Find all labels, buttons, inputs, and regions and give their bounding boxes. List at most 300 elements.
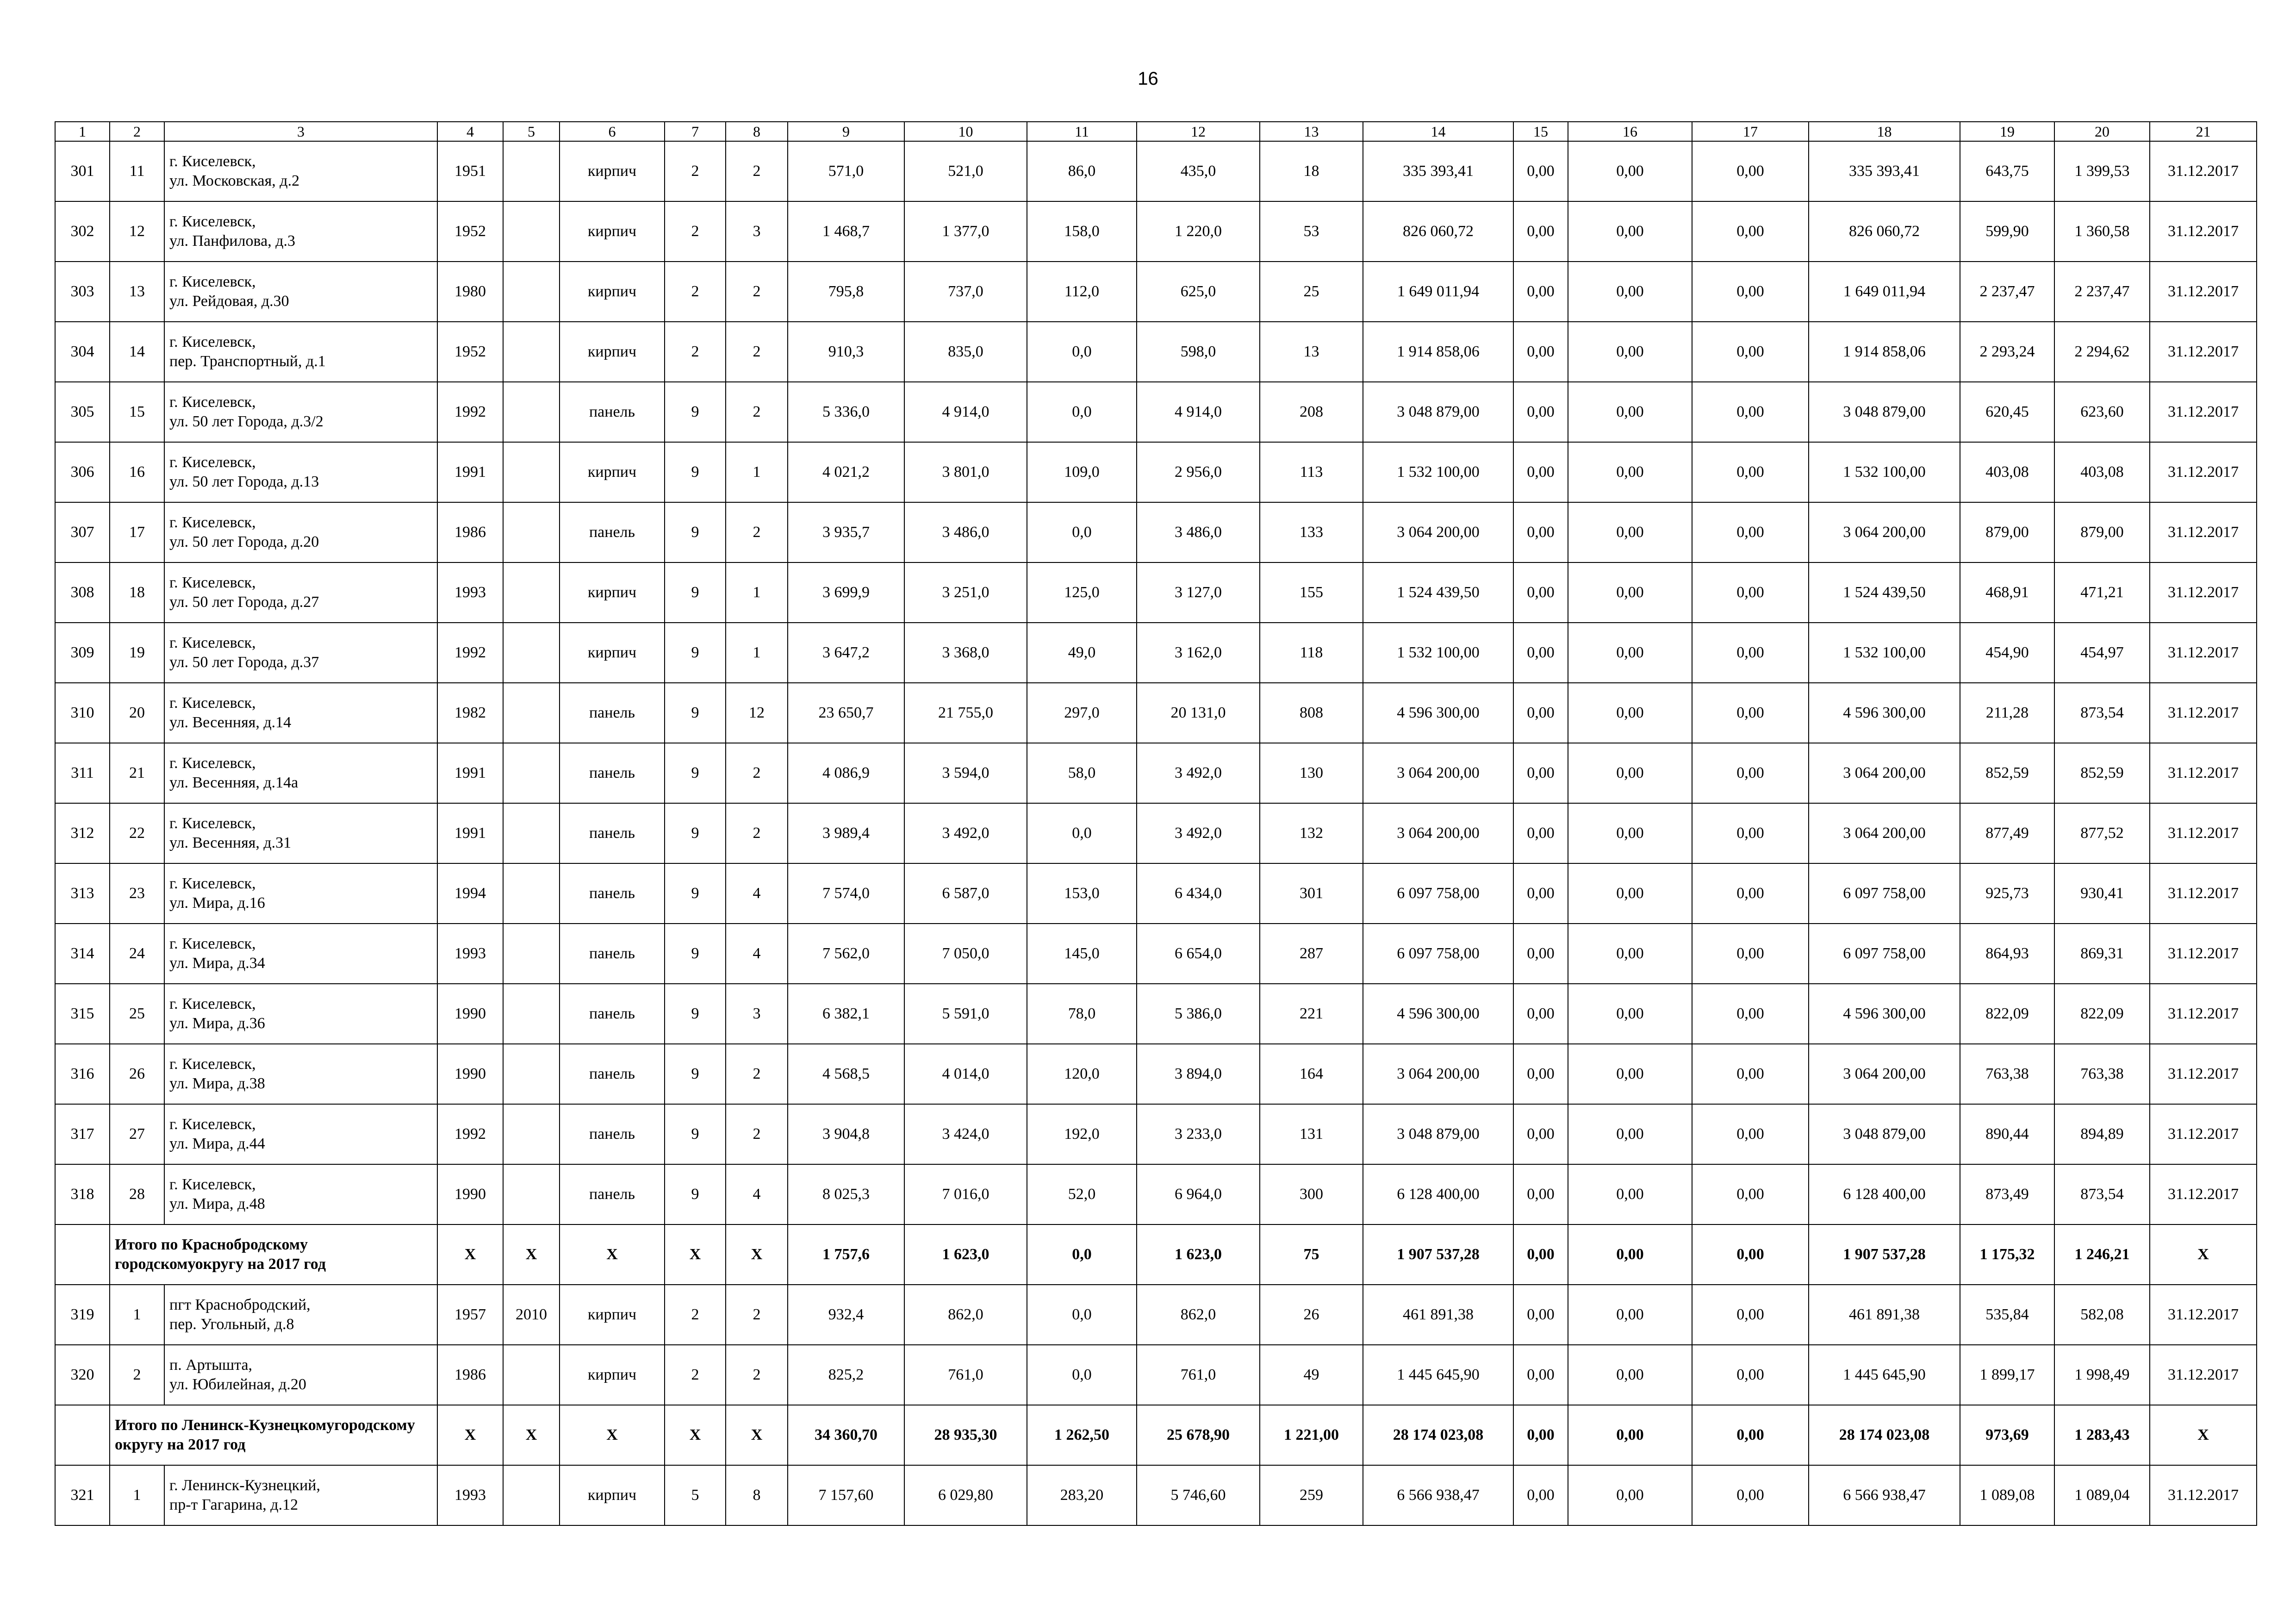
- address-city: г. Киселевск,: [169, 995, 256, 1012]
- total-area-cell: 7 562,0: [788, 924, 904, 984]
- wall-material-cell: панель: [560, 924, 665, 984]
- living-area-municipal-cell: 0,0: [1027, 803, 1137, 863]
- owners-cost-cell: 6 097 758,00: [1809, 863, 1960, 924]
- unit-cost-cell: 1 089,08: [1960, 1465, 2054, 1525]
- local-budget-cost-cell: 0,00: [1692, 984, 1809, 1044]
- address-street: ул. Мира, д.16: [169, 894, 265, 912]
- column-header: 9: [788, 122, 904, 141]
- residents-cell: 132: [1260, 803, 1363, 863]
- completion-date-cell: X: [2150, 1405, 2257, 1465]
- living-area-cell: 6 029,80: [904, 1465, 1027, 1525]
- column-header: 10: [904, 122, 1027, 141]
- local-budget-cost-cell: 0,00: [1692, 1465, 1809, 1525]
- limit-cost-cell: 1 399,53: [2054, 141, 2150, 201]
- fund-cost-cell: 0,00: [1513, 442, 1568, 502]
- local-budget-cost-cell: 0,00: [1692, 262, 1809, 322]
- build-year-cell: 1980: [437, 262, 503, 322]
- entrances-cell: X: [726, 1405, 788, 1465]
- entrances-cell: 4: [726, 863, 788, 924]
- total-area-cell: 34 360,70: [788, 1405, 904, 1465]
- floors-cell: X: [665, 1224, 726, 1285]
- repair-cost-cell: 3 064 200,00: [1363, 1044, 1513, 1104]
- limit-cost-cell: 623,60: [2054, 382, 2150, 442]
- floors-cell: 9: [665, 502, 726, 562]
- entrances-cell: 2: [726, 743, 788, 803]
- fund-cost-cell: 0,00: [1513, 803, 1568, 863]
- repair-cost-cell: 335 393,41: [1363, 141, 1513, 201]
- address-city: г. Киселевск,: [169, 875, 256, 892]
- floors-cell: 2: [665, 262, 726, 322]
- reconstruction-year-cell: [503, 683, 560, 743]
- row-number-cell: 315: [55, 984, 110, 1044]
- entrances-cell: 2: [726, 382, 788, 442]
- address-cell: [164, 262, 437, 322]
- residents-cell: 208: [1260, 382, 1363, 442]
- limit-cost-cell: 403,08: [2054, 442, 2150, 502]
- local-budget-cost-cell: 0,00: [1692, 924, 1809, 984]
- entrances-cell: 2: [726, 502, 788, 562]
- subtotal-row: [55, 1224, 2257, 1285]
- living-area-cell: 7 016,0: [904, 1164, 1027, 1224]
- unit-cost-cell: 643,75: [1960, 141, 2054, 201]
- residents-cell: 118: [1260, 623, 1363, 683]
- completion-date-cell: 31.12.2017: [2150, 1164, 2257, 1224]
- wall-material-cell: кирпич: [560, 1465, 665, 1525]
- limit-cost-cell: 471,21: [2054, 562, 2150, 623]
- fund-cost-cell: 0,00: [1513, 984, 1568, 1044]
- residents-cell: 155: [1260, 562, 1363, 623]
- fund-cost-cell: 0,00: [1513, 262, 1568, 322]
- repair-cost-cell: 1 914 858,06: [1363, 322, 1513, 382]
- floors-cell: 2: [665, 1285, 726, 1345]
- owners-cost-cell: 3 064 200,00: [1809, 1044, 1960, 1104]
- total-area-cell: 4 021,2: [788, 442, 904, 502]
- reconstruction-year-cell: [503, 743, 560, 803]
- reconstruction-year-cell: [503, 1164, 560, 1224]
- residents-cell: 13: [1260, 322, 1363, 382]
- total-area-cell: 8 025,3: [788, 1164, 904, 1224]
- owners-cost-cell: 1 532 100,00: [1809, 442, 1960, 502]
- build-year-cell: 1992: [437, 623, 503, 683]
- living-area-cell: 7 050,0: [904, 924, 1027, 984]
- living-area-cell: 1 377,0: [904, 201, 1027, 262]
- fund-cost-cell: 0,00: [1513, 863, 1568, 924]
- repair-cost-cell: 3 064 200,00: [1363, 502, 1513, 562]
- total-area-cell: 795,8: [788, 262, 904, 322]
- column-header: 3: [164, 122, 437, 141]
- living-area-municipal-cell: 120,0: [1027, 1044, 1137, 1104]
- entrances-cell: 2: [726, 322, 788, 382]
- limit-cost-cell: 1 246,21: [2054, 1224, 2150, 1285]
- completion-date-cell: 31.12.2017: [2150, 322, 2257, 382]
- budget-cost-cell: 0,00: [1568, 743, 1692, 803]
- residents-cell: 18: [1260, 141, 1363, 201]
- living-area-cell: 3 424,0: [904, 1104, 1027, 1164]
- unit-cost-cell: 2 237,47: [1960, 262, 2054, 322]
- residents-cell: 300: [1260, 1164, 1363, 1224]
- column-header: 16: [1568, 122, 1692, 141]
- build-year-cell: 1986: [437, 502, 503, 562]
- floors-cell: 9: [665, 623, 726, 683]
- row-number-cell: 317: [55, 1104, 110, 1164]
- local-number-cell: 14: [110, 322, 164, 382]
- budget-cost-cell: 0,00: [1568, 1345, 1692, 1405]
- owners-cost-cell: 4 596 300,00: [1809, 984, 1960, 1044]
- residents-cell: 25: [1260, 262, 1363, 322]
- budget-cost-cell: 0,00: [1568, 1405, 1692, 1465]
- floors-cell: 9: [665, 382, 726, 442]
- reconstruction-year-cell: [503, 623, 560, 683]
- living-area-private-cell: 3 486,0: [1137, 502, 1260, 562]
- floors-cell: X: [665, 1405, 726, 1465]
- completion-date-cell: 31.12.2017: [2150, 382, 2257, 442]
- total-area-cell: 910,3: [788, 322, 904, 382]
- fund-cost-cell: 0,00: [1513, 322, 1568, 382]
- residents-cell: 808: [1260, 683, 1363, 743]
- entrances-cell: X: [726, 1224, 788, 1285]
- completion-date-cell: 31.12.2017: [2150, 623, 2257, 683]
- local-budget-cost-cell: 0,00: [1692, 683, 1809, 743]
- build-year-cell: 1993: [437, 1465, 503, 1525]
- address-city: г. Киселевск,: [169, 1116, 256, 1133]
- limit-cost-cell: 873,54: [2054, 1164, 2150, 1224]
- local-number-cell: 18: [110, 562, 164, 623]
- living-area-cell: 835,0: [904, 322, 1027, 382]
- entrances-cell: 4: [726, 1164, 788, 1224]
- address-city: г. Киселевск,: [169, 454, 256, 471]
- address-cell: [164, 1345, 437, 1405]
- address-street: ул. Мира, д.44: [169, 1135, 265, 1152]
- row-number-cell: 303: [55, 262, 110, 322]
- column-header: 2: [110, 122, 164, 141]
- living-area-private-cell: 598,0: [1137, 322, 1260, 382]
- repair-cost-cell: 6 097 758,00: [1363, 863, 1513, 924]
- repair-cost-cell: 4 596 300,00: [1363, 683, 1513, 743]
- living-area-cell: 6 587,0: [904, 863, 1027, 924]
- build-year-cell: 1952: [437, 322, 503, 382]
- unit-cost-cell: 852,59: [1960, 743, 2054, 803]
- repair-cost-cell: 28 174 023,08: [1363, 1405, 1513, 1465]
- floors-cell: 9: [665, 1164, 726, 1224]
- reconstruction-year-cell: [503, 201, 560, 262]
- entrances-cell: 2: [726, 1104, 788, 1164]
- limit-cost-cell: 1 283,43: [2054, 1405, 2150, 1465]
- budget-cost-cell: 0,00: [1568, 141, 1692, 201]
- unit-cost-cell: 620,45: [1960, 382, 2054, 442]
- budget-cost-cell: 0,00: [1568, 803, 1692, 863]
- living-area-private-cell: 25 678,90: [1137, 1405, 1260, 1465]
- owners-cost-cell: 3 048 879,00: [1809, 382, 1960, 442]
- owners-cost-cell: 1 524 439,50: [1809, 562, 1960, 623]
- table-row: [55, 562, 2257, 623]
- local-number-cell: 1: [110, 1465, 164, 1525]
- subtotal-row: [55, 1405, 2257, 1465]
- address-street: ул. 50 лет Города, д.13: [169, 473, 319, 490]
- residents-cell: 26: [1260, 1285, 1363, 1345]
- fund-cost-cell: 0,00: [1513, 1104, 1568, 1164]
- address-cell: [164, 623, 437, 683]
- row-number-cell: 313: [55, 863, 110, 924]
- completion-date-cell: 31.12.2017: [2150, 442, 2257, 502]
- build-year-cell: 1991: [437, 442, 503, 502]
- total-area-cell: 7 157,60: [788, 1465, 904, 1525]
- repair-cost-cell: 3 048 879,00: [1363, 382, 1513, 442]
- address-cell: [164, 322, 437, 382]
- column-header: 17: [1692, 122, 1809, 141]
- address-city: г. Киселевск,: [169, 935, 256, 952]
- unit-cost-cell: 763,38: [1960, 1044, 2054, 1104]
- repair-cost-cell: 1 532 100,00: [1363, 442, 1513, 502]
- column-header: 12: [1137, 122, 1260, 141]
- row-number-cell: 305: [55, 382, 110, 442]
- reconstruction-year-cell: [503, 442, 560, 502]
- row-number-cell: 309: [55, 623, 110, 683]
- reconstruction-year-cell: [503, 1345, 560, 1405]
- address-cell: [164, 1285, 437, 1345]
- table-row: [55, 1104, 2257, 1164]
- repair-cost-cell: 3 064 200,00: [1363, 803, 1513, 863]
- subtotal-label: [110, 1405, 437, 1465]
- budget-cost-cell: 0,00: [1568, 262, 1692, 322]
- living-area-municipal-cell: 0,0: [1027, 382, 1137, 442]
- row-number-cell: 318: [55, 1164, 110, 1224]
- owners-cost-cell: 1 649 011,94: [1809, 262, 1960, 322]
- living-area-municipal-cell: 0,0: [1027, 322, 1137, 382]
- table-row: [55, 1044, 2257, 1104]
- table-row: [55, 1345, 2257, 1405]
- living-area-private-cell: 862,0: [1137, 1285, 1260, 1345]
- column-header: 18: [1809, 122, 1960, 141]
- table-row: [55, 442, 2257, 502]
- wall-material-cell: кирпич: [560, 262, 665, 322]
- living-area-private-cell: 3 492,0: [1137, 743, 1260, 803]
- limit-cost-cell: 454,97: [2054, 623, 2150, 683]
- local-budget-cost-cell: 0,00: [1692, 1104, 1809, 1164]
- wall-material-cell: X: [560, 1405, 665, 1465]
- completion-date-cell: 31.12.2017: [2150, 803, 2257, 863]
- address-street: ул. Весенняя, д.31: [169, 834, 292, 851]
- local-budget-cost-cell: 0,00: [1692, 1044, 1809, 1104]
- local-number-cell: 27: [110, 1104, 164, 1164]
- completion-date-cell: 31.12.2017: [2150, 1044, 2257, 1104]
- address-cell: [164, 1044, 437, 1104]
- wall-material-cell: кирпич: [560, 623, 665, 683]
- living-area-cell: 3 594,0: [904, 743, 1027, 803]
- living-area-private-cell: 3 162,0: [1137, 623, 1260, 683]
- reconstruction-year-cell: [503, 322, 560, 382]
- floors-cell: 9: [665, 924, 726, 984]
- local-number-cell: 20: [110, 683, 164, 743]
- unit-cost-cell: 468,91: [1960, 562, 2054, 623]
- budget-cost-cell: 0,00: [1568, 1164, 1692, 1224]
- address-street: ул. Панфилова, д.3: [169, 232, 295, 250]
- entrances-cell: 8: [726, 1465, 788, 1525]
- repair-cost-cell: 1 649 011,94: [1363, 262, 1513, 322]
- address-cell: [164, 201, 437, 262]
- reconstruction-year-cell: [503, 803, 560, 863]
- unit-cost-cell: 1 899,17: [1960, 1345, 2054, 1405]
- build-year-cell: X: [437, 1224, 503, 1285]
- repair-cost-cell: 6 566 938,47: [1363, 1465, 1513, 1525]
- repair-cost-cell: 3 064 200,00: [1363, 743, 1513, 803]
- address-street: ул. 50 лет Города, д.20: [169, 533, 319, 550]
- repair-cost-cell: 4 596 300,00: [1363, 984, 1513, 1044]
- residents-cell: 1 221,00: [1260, 1405, 1363, 1465]
- address-cell: [164, 1164, 437, 1224]
- table-row: [55, 502, 2257, 562]
- floors-cell: 9: [665, 803, 726, 863]
- empty-cell: [55, 1405, 110, 1465]
- residents-cell: 164: [1260, 1044, 1363, 1104]
- fund-cost-cell: 0,00: [1513, 1164, 1568, 1224]
- living-area-cell: 5 591,0: [904, 984, 1027, 1044]
- address-street: ул. Мира, д.34: [169, 955, 265, 972]
- limit-cost-cell: 2 294,62: [2054, 322, 2150, 382]
- floors-cell: 2: [665, 141, 726, 201]
- row-number-cell: 301: [55, 141, 110, 201]
- floors-cell: 9: [665, 1104, 726, 1164]
- subtotal-label-line: городскому округу на 2017 год: [115, 1417, 415, 1453]
- table-row: [55, 201, 2257, 262]
- floors-cell: 9: [665, 562, 726, 623]
- living-area-private-cell: 2 956,0: [1137, 442, 1260, 502]
- unit-cost-cell: 211,28: [1960, 683, 2054, 743]
- subtotal-label: [110, 1224, 437, 1285]
- reconstruction-year-cell: [503, 262, 560, 322]
- living-area-private-cell: 761,0: [1137, 1345, 1260, 1405]
- living-area-cell: 1 623,0: [904, 1224, 1027, 1285]
- column-header: 8: [726, 122, 788, 141]
- local-number-cell: 25: [110, 984, 164, 1044]
- budget-cost-cell: 0,00: [1568, 322, 1692, 382]
- completion-date-cell: X: [2150, 1224, 2257, 1285]
- living-area-municipal-cell: 49,0: [1027, 623, 1137, 683]
- limit-cost-cell: 763,38: [2054, 1044, 2150, 1104]
- local-budget-cost-cell: 0,00: [1692, 1164, 1809, 1224]
- local-number-cell: 16: [110, 442, 164, 502]
- address-city: г. Киселевск,: [169, 1176, 256, 1193]
- unit-cost-cell: 822,09: [1960, 984, 2054, 1044]
- residents-cell: 75: [1260, 1224, 1363, 1285]
- fund-cost-cell: 0,00: [1513, 141, 1568, 201]
- wall-material-cell: панель: [560, 382, 665, 442]
- budget-cost-cell: 0,00: [1568, 442, 1692, 502]
- fund-cost-cell: 0,00: [1513, 502, 1568, 562]
- living-area-municipal-cell: 297,0: [1027, 683, 1137, 743]
- reconstruction-year-cell: 2010: [503, 1285, 560, 1345]
- column-header: 21: [2150, 122, 2257, 141]
- unit-cost-cell: 535,84: [1960, 1285, 2054, 1345]
- build-year-cell: 1993: [437, 562, 503, 623]
- wall-material-cell: кирпич: [560, 322, 665, 382]
- living-area-private-cell: 6 654,0: [1137, 924, 1260, 984]
- living-area-municipal-cell: 145,0: [1027, 924, 1137, 984]
- reconstruction-year-cell: [503, 1104, 560, 1164]
- floors-cell: 9: [665, 683, 726, 743]
- column-header: 13: [1260, 122, 1363, 141]
- budget-cost-cell: 0,00: [1568, 924, 1692, 984]
- local-number-cell: 19: [110, 623, 164, 683]
- column-number-row: [55, 122, 2257, 141]
- address-street: ул. Мира, д.38: [169, 1075, 265, 1092]
- reconstruction-year-cell: [503, 141, 560, 201]
- floors-cell: 9: [665, 1044, 726, 1104]
- row-number-cell: 302: [55, 201, 110, 262]
- owners-cost-cell: 3 064 200,00: [1809, 743, 1960, 803]
- repair-cost-cell: 1 907 537,28: [1363, 1224, 1513, 1285]
- build-year-cell: 1994: [437, 863, 503, 924]
- reconstruction-year-cell: [503, 1044, 560, 1104]
- living-area-private-cell: 4 914,0: [1137, 382, 1260, 442]
- owners-cost-cell: 1 907 537,28: [1809, 1224, 1960, 1285]
- address-street: ул. Московская, д.2: [169, 172, 300, 189]
- table-row: [55, 623, 2257, 683]
- column-header: 4: [437, 122, 503, 141]
- total-area-cell: 3 989,4: [788, 803, 904, 863]
- local-number-cell: 2: [110, 1345, 164, 1405]
- column-header: 15: [1513, 122, 1568, 141]
- repair-cost-cell: 1 445 645,90: [1363, 1345, 1513, 1405]
- repair-cost-cell: 6 128 400,00: [1363, 1164, 1513, 1224]
- column-header: 1: [55, 122, 110, 141]
- fund-cost-cell: 0,00: [1513, 1465, 1568, 1525]
- fund-cost-cell: 0,00: [1513, 562, 1568, 623]
- row-number-cell: 312: [55, 803, 110, 863]
- unit-cost-cell: 973,69: [1960, 1405, 2054, 1465]
- living-area-cell: 4 014,0: [904, 1044, 1027, 1104]
- living-area-cell: 28 935,30: [904, 1405, 1027, 1465]
- wall-material-cell: панель: [560, 1104, 665, 1164]
- living-area-cell: 3 492,0: [904, 803, 1027, 863]
- unit-cost-cell: 2 293,24: [1960, 322, 2054, 382]
- entrances-cell: 2: [726, 803, 788, 863]
- entrances-cell: 1: [726, 442, 788, 502]
- build-year-cell: X: [437, 1405, 503, 1465]
- living-area-cell: 737,0: [904, 262, 1027, 322]
- living-area-municipal-cell: 0,0: [1027, 1285, 1137, 1345]
- residents-cell: 221: [1260, 984, 1363, 1044]
- limit-cost-cell: 2 237,47: [2054, 262, 2150, 322]
- budget-cost-cell: 0,00: [1568, 683, 1692, 743]
- address-city: г. Киселевск,: [169, 1056, 256, 1073]
- living-area-private-cell: 435,0: [1137, 141, 1260, 201]
- residents-cell: 133: [1260, 502, 1363, 562]
- fund-cost-cell: 0,00: [1513, 1224, 1568, 1285]
- entrances-cell: 4: [726, 924, 788, 984]
- address-street: пер. Транспортный, д.1: [169, 353, 326, 370]
- row-number-cell: 314: [55, 924, 110, 984]
- entrances-cell: 1: [726, 623, 788, 683]
- wall-material-cell: панель: [560, 1044, 665, 1104]
- owners-cost-cell: 3 064 200,00: [1809, 502, 1960, 562]
- column-header: 19: [1960, 122, 2054, 141]
- entrances-cell: 2: [726, 1345, 788, 1405]
- limit-cost-cell: 869,31: [2054, 924, 2150, 984]
- limit-cost-cell: 1 360,58: [2054, 201, 2150, 262]
- budget-cost-cell: 0,00: [1568, 201, 1692, 262]
- subtotal-label-line: Итого по Ленинск-Кузнецкому: [115, 1417, 335, 1434]
- completion-date-cell: 31.12.2017: [2150, 201, 2257, 262]
- local-budget-cost-cell: 0,00: [1692, 562, 1809, 623]
- address-cell: [164, 502, 437, 562]
- owners-cost-cell: 461 891,38: [1809, 1285, 1960, 1345]
- owners-cost-cell: 6 128 400,00: [1809, 1164, 1960, 1224]
- budget-cost-cell: 0,00: [1568, 1285, 1692, 1345]
- address-street: ул. Мира, д.48: [169, 1195, 265, 1212]
- local-number-cell: 17: [110, 502, 164, 562]
- unit-cost-cell: 890,44: [1960, 1104, 2054, 1164]
- local-number-cell: 23: [110, 863, 164, 924]
